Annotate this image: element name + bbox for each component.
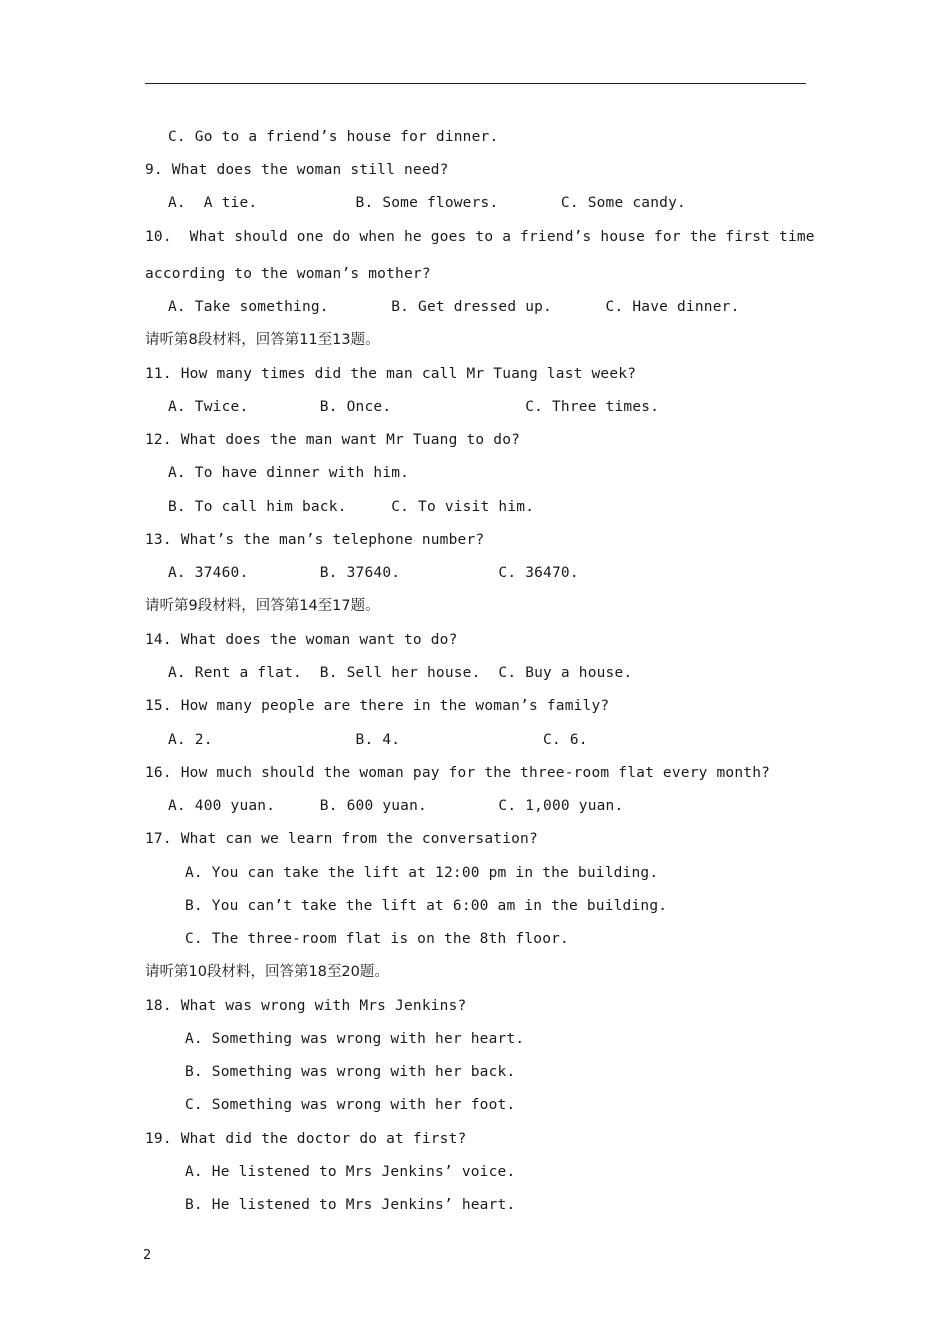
text-line: 18. What was wrong with Mrs Jenkins?: [145, 998, 467, 1014]
section-instruction: 请听第9段材料，回答第14至17题。: [145, 598, 380, 614]
text-line: 17. What can we learn from the conversation?: [145, 831, 538, 847]
text-line: B. To call him back. C. To visit him.: [168, 499, 535, 515]
text-line: B. He listened to Mrs Jenkins’ heart.: [185, 1197, 516, 1213]
text-line: C. Something was wrong with her foot.: [185, 1097, 516, 1113]
text-line: A. He listened to Mrs Jenkins’ voice.: [185, 1164, 516, 1180]
text-line: A. 37460. B. 37640. C. 36470.: [168, 565, 579, 581]
section-instruction: 请听第8段材料，回答第11至13题。: [145, 332, 380, 348]
text-line: A. Twice. B. Once. C. Three times.: [168, 399, 660, 415]
text-line: A. 400 yuan. B. 600 yuan. C. 1,000 yuan.: [168, 798, 624, 814]
text-line: A. Something was wrong with her heart.: [185, 1031, 525, 1047]
text-line: C. Go to a friend’s house for dinner.: [168, 129, 499, 145]
text-line: 13. What’s the man’s telephone number?: [145, 532, 485, 548]
text-line: 9. What does the woman still need?: [145, 162, 449, 178]
text-line: 12. What does the man want Mr Tuang to do?: [145, 432, 521, 448]
text-line: A. 2. B. 4. C. 6.: [168, 732, 588, 748]
text-line: B. You can’t take the lift at 6:00 am in the building.: [185, 898, 668, 914]
section-instruction: 请听第10段材料，回答第18至20题。: [145, 964, 389, 980]
text-line: 11. How many times did the man call Mr Tuang last week?: [145, 366, 637, 382]
header-rule: [145, 83, 806, 84]
text-line: A. A tie. B. Some flowers. C. Some candy.: [168, 195, 686, 211]
text-line: A. You can take the lift at 12:00 pm in the building.: [185, 865, 659, 881]
text-line: 14. What does the woman want to do?: [145, 632, 458, 648]
text-line: according to the woman’s mother?: [145, 266, 431, 282]
text-line: C. The three-room flat is on the 8th floor.: [185, 931, 569, 947]
text-line: 15. How many people are there in the woman’s family?: [145, 698, 610, 714]
text-line: B. Something was wrong with her back.: [185, 1064, 516, 1080]
page-number: 2: [143, 1248, 152, 1263]
text-line: A. Rent a flat. B. Sell her house. C. Buy a house.: [168, 665, 633, 681]
text-line: 10. What should one do when he goes to a friend’s house for the first time: [145, 229, 815, 245]
text-line: 19. What did the doctor do at first?: [145, 1131, 467, 1147]
text-line: A. To have dinner with him.: [168, 465, 410, 481]
text-line: A. Take something. B. Get dressed up. C. Have dinner.: [168, 299, 740, 315]
text-line: 16. How much should the woman pay for the three-room flat every month?: [145, 765, 771, 781]
